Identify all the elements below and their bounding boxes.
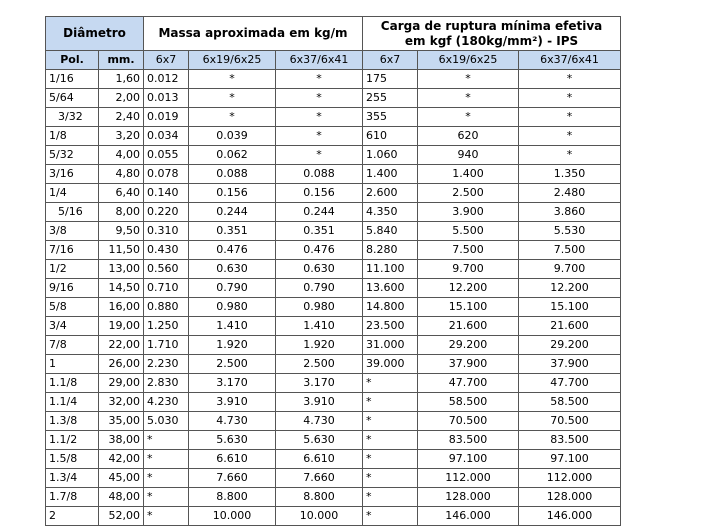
cell-carga-6x7: *	[363, 374, 418, 393]
cell-pol: 5/16	[46, 203, 99, 222]
cell-carga-6x37: 7.500	[519, 241, 621, 260]
cell-massa-6x37: 0.088	[276, 165, 363, 184]
cell-mm: 4,00	[99, 146, 144, 165]
cell-massa-6x19: 0.062	[189, 146, 276, 165]
cell-massa-6x37: 4.730	[276, 412, 363, 431]
cell-carga-6x19: 37.900	[418, 355, 519, 374]
cell-pol: 5/32	[46, 146, 99, 165]
cell-massa-6x19: 0.156	[189, 184, 276, 203]
cell-carga-6x7: *	[363, 450, 418, 469]
cell-carga-6x37: 9.700	[519, 260, 621, 279]
cell-carga-6x19: 3.900	[418, 203, 519, 222]
cell-carga-6x37: *	[519, 127, 621, 146]
cell-mm: 32,00	[99, 393, 144, 412]
cell-carga-6x19: 29.200	[418, 336, 519, 355]
cell-mm: 3,20	[99, 127, 144, 146]
table-row	[46, 279, 621, 298]
cell-mm: 29,00	[99, 374, 144, 393]
cell-mm: 22,00	[99, 336, 144, 355]
cell-mm: 8,00	[99, 203, 144, 222]
cell-carga-6x37: 83.500	[519, 431, 621, 450]
table-row	[46, 317, 621, 336]
cell-carga-6x37: 5.530	[519, 222, 621, 241]
subheader-massa-6x19: 6x19/6x25	[189, 51, 276, 70]
cell-mm: 42,00	[99, 450, 144, 469]
table-body	[46, 70, 621, 526]
cell-pol: 1	[46, 355, 99, 374]
cell-carga-6x7: 4.350	[363, 203, 418, 222]
cell-massa-6x37: 0.980	[276, 298, 363, 317]
cell-pol: 7/8	[46, 336, 99, 355]
cell-massa-6x7: *	[144, 488, 189, 507]
cell-massa-6x19: *	[189, 108, 276, 127]
cell-massa-6x19: 4.730	[189, 412, 276, 431]
cell-pol: 1.3/4	[46, 469, 99, 488]
header-massa: Massa aproximada em kg/m	[144, 17, 363, 51]
cell-carga-6x7: 39.000	[363, 355, 418, 374]
cell-carga-6x37: 112.000	[519, 469, 621, 488]
subheader-carga-6x19: 6x19/6x25	[418, 51, 519, 70]
cell-massa-6x7: 4.230	[144, 393, 189, 412]
cell-mm: 52,00	[99, 507, 144, 526]
table-row	[46, 298, 621, 317]
cell-carga-6x19: *	[418, 70, 519, 89]
cell-mm: 13,00	[99, 260, 144, 279]
table-row	[46, 393, 621, 412]
header-carga-line1: Carga de ruptura mínima efetiva	[380, 18, 603, 33]
cell-massa-6x7: 0.710	[144, 279, 189, 298]
cell-carga-6x37: *	[519, 108, 621, 127]
cell-massa-6x7: 1.710	[144, 336, 189, 355]
cell-mm: 35,00	[99, 412, 144, 431]
cell-carga-6x37: *	[519, 146, 621, 165]
cell-carga-6x37: 1.350	[519, 165, 621, 184]
cell-massa-6x19: 3.170	[189, 374, 276, 393]
cell-carga-6x7: 11.100	[363, 260, 418, 279]
cell-carga-6x37: 29.200	[519, 336, 621, 355]
cell-mm: 4,80	[99, 165, 144, 184]
cell-massa-6x37: 0.351	[276, 222, 363, 241]
cell-massa-6x19: 10.000	[189, 507, 276, 526]
cell-massa-6x37: 2.500	[276, 355, 363, 374]
table-row	[46, 450, 621, 469]
cell-massa-6x37: 7.660	[276, 469, 363, 488]
cell-carga-6x19: 70.500	[418, 412, 519, 431]
cell-pol: 3/32	[46, 108, 99, 127]
subheader-massa-6x37: 6x37/6x41	[276, 51, 363, 70]
cell-massa-6x37: 1.410	[276, 317, 363, 336]
cell-massa-6x19: 1.410	[189, 317, 276, 336]
table-row	[46, 412, 621, 431]
cell-massa-6x7: 0.880	[144, 298, 189, 317]
cell-carga-6x19: 83.500	[418, 431, 519, 450]
cell-pol: 1.7/8	[46, 488, 99, 507]
cell-pol: 5/64	[46, 89, 99, 108]
cell-carga-6x7: 1.400	[363, 165, 418, 184]
cell-carga-6x7: *	[363, 393, 418, 412]
cell-massa-6x37: *	[276, 108, 363, 127]
table-row	[46, 336, 621, 355]
cell-carga-6x19: 5.500	[418, 222, 519, 241]
cell-carga-6x19: 940	[418, 146, 519, 165]
cell-massa-6x7: 0.220	[144, 203, 189, 222]
cell-massa-6x37: 0.476	[276, 241, 363, 260]
cell-carga-6x37: 21.600	[519, 317, 621, 336]
cell-massa-6x19: 0.630	[189, 260, 276, 279]
cable-spec-table	[45, 16, 621, 526]
table-row	[46, 469, 621, 488]
cell-mm: 2,40	[99, 108, 144, 127]
cell-carga-6x7: 2.600	[363, 184, 418, 203]
cell-massa-6x7: 0.034	[144, 127, 189, 146]
cell-pol: 1.3/8	[46, 412, 99, 431]
cell-massa-6x7: *	[144, 450, 189, 469]
cell-carga-6x19: 21.600	[418, 317, 519, 336]
cell-massa-6x37: 0.244	[276, 203, 363, 222]
cell-carga-6x19: 12.200	[418, 279, 519, 298]
cell-pol: 1.1/2	[46, 431, 99, 450]
cell-massa-6x19: *	[189, 70, 276, 89]
cell-mm: 19,00	[99, 317, 144, 336]
cell-carga-6x7: *	[363, 431, 418, 450]
cell-carga-6x7: *	[363, 507, 418, 526]
cell-pol: 1.1/4	[46, 393, 99, 412]
cell-carga-6x37: 70.500	[519, 412, 621, 431]
cell-massa-6x37: 3.910	[276, 393, 363, 412]
cell-carga-6x7: *	[363, 469, 418, 488]
cell-carga-6x19: 7.500	[418, 241, 519, 260]
cell-pol: 9/16	[46, 279, 99, 298]
subheader-mm: mm.	[99, 51, 144, 70]
cell-pol: 1.5/8	[46, 450, 99, 469]
cell-mm: 11,50	[99, 241, 144, 260]
cell-carga-6x19: *	[418, 89, 519, 108]
cell-carga-6x19: 128.000	[418, 488, 519, 507]
cell-carga-6x37: 146.000	[519, 507, 621, 526]
cell-mm: 45,00	[99, 469, 144, 488]
cell-carga-6x37: 15.100	[519, 298, 621, 317]
subheader-massa-6x7: 6x7	[144, 51, 189, 70]
table-row	[46, 165, 621, 184]
cell-mm: 16,00	[99, 298, 144, 317]
cell-pol: 3/4	[46, 317, 99, 336]
cell-massa-6x37: *	[276, 127, 363, 146]
cell-carga-6x37: 97.100	[519, 450, 621, 469]
cell-pol: 1/2	[46, 260, 99, 279]
cell-carga-6x19: 47.700	[418, 374, 519, 393]
cell-carga-6x19: 2.500	[418, 184, 519, 203]
cell-massa-6x37: 5.630	[276, 431, 363, 450]
cell-massa-6x19: 3.910	[189, 393, 276, 412]
header-carga-line2: em kgf (180kg/mm²) - IPS	[404, 33, 579, 48]
cell-carga-6x19: 112.000	[418, 469, 519, 488]
cell-carga-6x19: 146.000	[418, 507, 519, 526]
cell-massa-6x37: 1.920	[276, 336, 363, 355]
cell-massa-6x37: 10.000	[276, 507, 363, 526]
cell-carga-6x19: *	[418, 108, 519, 127]
cell-massa-6x37: *	[276, 146, 363, 165]
cell-pol: 1.1/8	[46, 374, 99, 393]
subheader-carga-6x37: 6x37/6x41	[519, 51, 621, 70]
cell-massa-6x7: 0.430	[144, 241, 189, 260]
table-row	[46, 260, 621, 279]
cell-massa-6x37: 0.790	[276, 279, 363, 298]
cell-carga-6x7: 355	[363, 108, 418, 127]
cell-mm: 26,00	[99, 355, 144, 374]
cell-massa-6x37: 6.610	[276, 450, 363, 469]
cell-massa-6x19: 0.351	[189, 222, 276, 241]
cell-mm: 48,00	[99, 488, 144, 507]
table-row	[46, 355, 621, 374]
table-row	[46, 203, 621, 222]
cell-carga-6x7: 14.800	[363, 298, 418, 317]
table-row	[46, 374, 621, 393]
cell-massa-6x7: 1.250	[144, 317, 189, 336]
cell-massa-6x7: 0.019	[144, 108, 189, 127]
cell-massa-6x7: 0.560	[144, 260, 189, 279]
table-row	[46, 507, 621, 526]
cell-pol: 3/16	[46, 165, 99, 184]
cell-massa-6x7: 0.078	[144, 165, 189, 184]
table-row	[46, 108, 621, 127]
cell-massa-6x19: 1.920	[189, 336, 276, 355]
cell-carga-6x37: *	[519, 89, 621, 108]
subheader-pol: Pol.	[46, 51, 99, 70]
cell-massa-6x7: 0.140	[144, 184, 189, 203]
cell-massa-6x19: 0.790	[189, 279, 276, 298]
cell-mm: 1,60	[99, 70, 144, 89]
cell-carga-6x7: 23.500	[363, 317, 418, 336]
cell-carga-6x37: 37.900	[519, 355, 621, 374]
cell-pol: 5/8	[46, 298, 99, 317]
cell-carga-6x7: 5.840	[363, 222, 418, 241]
cell-carga-6x19: 58.500	[418, 393, 519, 412]
cell-pol: 7/16	[46, 241, 99, 260]
header-carga	[363, 17, 621, 51]
cell-massa-6x37: *	[276, 70, 363, 89]
cell-massa-6x37: 0.630	[276, 260, 363, 279]
cell-massa-6x19: 7.660	[189, 469, 276, 488]
cell-mm: 2,00	[99, 89, 144, 108]
cell-mm: 14,50	[99, 279, 144, 298]
cell-massa-6x19: 0.039	[189, 127, 276, 146]
cell-carga-6x19: 1.400	[418, 165, 519, 184]
cell-carga-6x37: 47.700	[519, 374, 621, 393]
table-row	[46, 70, 621, 89]
cell-carga-6x37: 12.200	[519, 279, 621, 298]
table-row	[46, 222, 621, 241]
table-row	[46, 127, 621, 146]
cell-massa-6x7: 0.012	[144, 70, 189, 89]
table-row	[46, 431, 621, 450]
cell-massa-6x7: 0.055	[144, 146, 189, 165]
cell-pol: 2	[46, 507, 99, 526]
cell-massa-6x7: 5.030	[144, 412, 189, 431]
cell-massa-6x37: *	[276, 89, 363, 108]
cell-massa-6x19: 0.244	[189, 203, 276, 222]
cell-carga-6x37: 58.500	[519, 393, 621, 412]
cell-massa-6x37: 8.800	[276, 488, 363, 507]
table-row	[46, 89, 621, 108]
cell-carga-6x19: 9.700	[418, 260, 519, 279]
cell-massa-6x7: 2.830	[144, 374, 189, 393]
cell-massa-6x19: 2.500	[189, 355, 276, 374]
header-diametro: Diâmetro	[46, 17, 144, 51]
cell-carga-6x7: 31.000	[363, 336, 418, 355]
subheader-carga-6x7: 6x7	[363, 51, 418, 70]
cell-massa-6x37: 0.156	[276, 184, 363, 203]
cell-massa-6x7: *	[144, 431, 189, 450]
cell-massa-6x19: 0.088	[189, 165, 276, 184]
cell-carga-6x19: 97.100	[418, 450, 519, 469]
cell-pol: 3/8	[46, 222, 99, 241]
cell-massa-6x19: 5.630	[189, 431, 276, 450]
cell-carga-6x7: 255	[363, 89, 418, 108]
cell-pol: 1/16	[46, 70, 99, 89]
cell-massa-6x7: *	[144, 507, 189, 526]
cell-mm: 9,50	[99, 222, 144, 241]
cell-carga-6x19: 15.100	[418, 298, 519, 317]
cell-carga-6x7: 8.280	[363, 241, 418, 260]
cell-carga-6x7: 13.600	[363, 279, 418, 298]
cell-carga-6x37: 2.480	[519, 184, 621, 203]
cell-carga-6x7: 1.060	[363, 146, 418, 165]
cell-massa-6x19: 0.476	[189, 241, 276, 260]
cell-carga-6x7: 175	[363, 70, 418, 89]
cell-massa-6x7: 0.013	[144, 89, 189, 108]
cell-massa-6x7: 2.230	[144, 355, 189, 374]
cell-carga-6x7: *	[363, 488, 418, 507]
cell-mm: 6,40	[99, 184, 144, 203]
table-row	[46, 241, 621, 260]
cell-massa-6x7: 0.310	[144, 222, 189, 241]
cell-carga-6x19: 620	[418, 127, 519, 146]
cell-massa-6x19: 8.800	[189, 488, 276, 507]
cell-pol: 1/8	[46, 127, 99, 146]
cell-pol: 1/4	[46, 184, 99, 203]
table-row	[46, 184, 621, 203]
cell-massa-6x37: 3.170	[276, 374, 363, 393]
cell-carga-6x7: *	[363, 412, 418, 431]
cell-carga-6x7: 610	[363, 127, 418, 146]
table-row	[46, 146, 621, 165]
cell-massa-6x19: 6.610	[189, 450, 276, 469]
cell-massa-6x19: 0.980	[189, 298, 276, 317]
cell-carga-6x37: *	[519, 70, 621, 89]
cell-carga-6x37: 128.000	[519, 488, 621, 507]
cell-carga-6x37: 3.860	[519, 203, 621, 222]
cell-mm: 38,00	[99, 431, 144, 450]
table-row	[46, 488, 621, 507]
cell-massa-6x19: *	[189, 89, 276, 108]
cell-massa-6x7: *	[144, 469, 189, 488]
